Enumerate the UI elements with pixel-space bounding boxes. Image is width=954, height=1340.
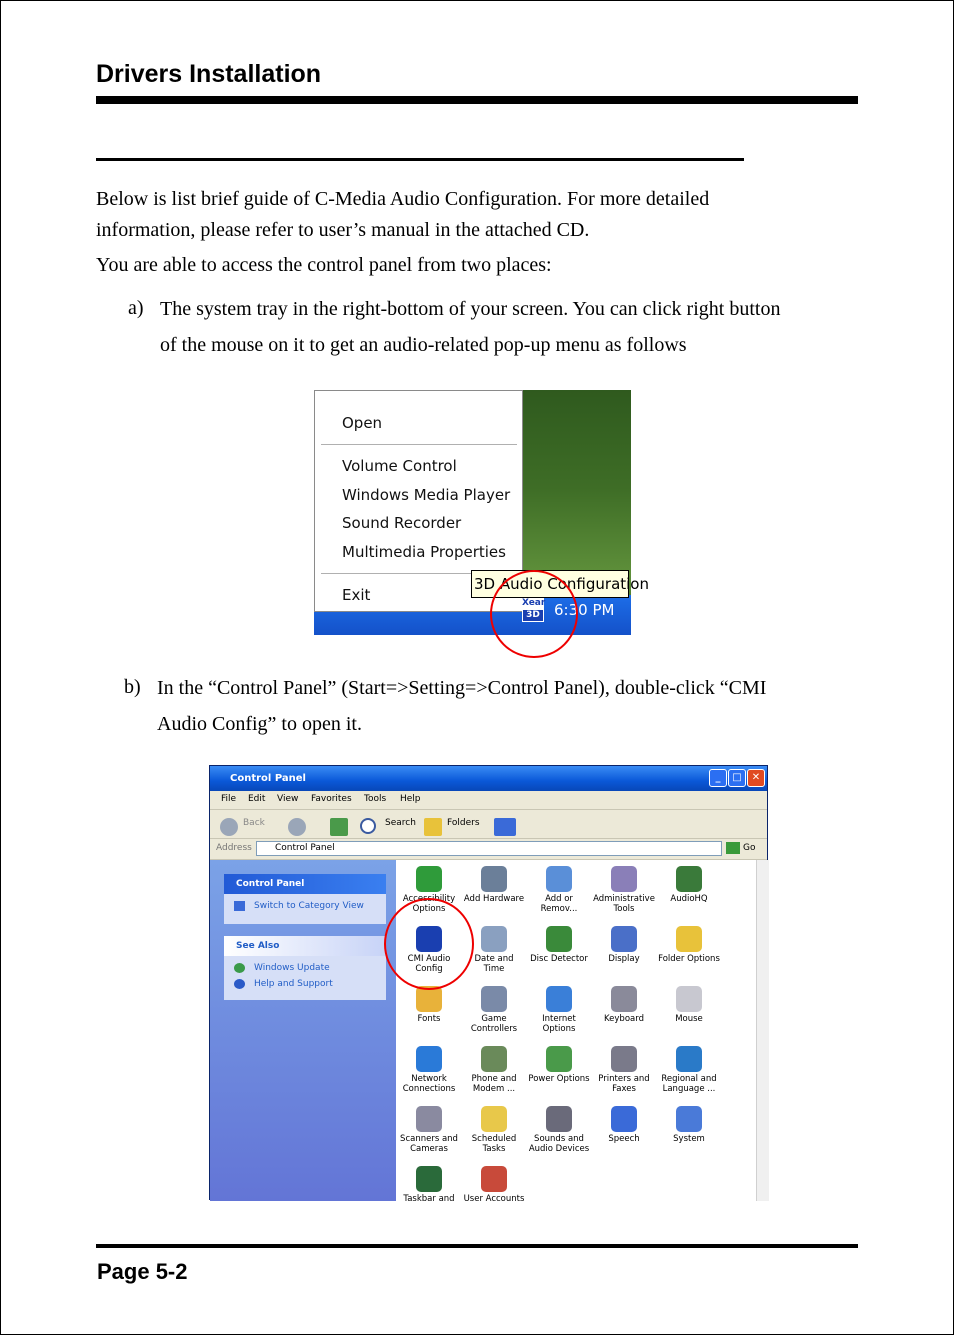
control-panel-item-label: User Accounts [463, 1194, 525, 1204]
control-panel-item[interactable] [528, 1106, 590, 1154]
control-panel-item-label: Folder Options [658, 954, 720, 964]
views-icon[interactable] [494, 818, 516, 836]
switch-category-label: Switch to Category View [254, 901, 364, 911]
menu-separator [321, 444, 517, 445]
control-panel-item-label: System [673, 1134, 705, 1144]
highlight-circle [384, 898, 474, 990]
control-panel-item-label: Taskbar and [403, 1194, 455, 1204]
control-panel-screenshot [209, 765, 768, 1204]
search-button[interactable]: Search [385, 818, 416, 828]
control-panel-item-label: Game Controllers [470, 1014, 518, 1034]
control-panel-item-label: Add Hardware [463, 894, 525, 904]
control-panel-item[interactable] [593, 1106, 655, 1144]
control-panel-item[interactable] [658, 986, 720, 1024]
control-panel-item-icon [546, 866, 572, 892]
control-panel-item-icon [676, 1106, 702, 1132]
control-panel-item-icon [416, 1166, 442, 1192]
control-panel-item-label: CMI Audio Config [407, 954, 451, 974]
control-panel-item-icon [416, 866, 442, 892]
address-bar [210, 839, 767, 860]
control-panel-item-label: Keyboard [604, 1014, 644, 1024]
menu-item-multimedia-properties[interactable]: Multimedia Properties [342, 543, 506, 561]
control-panel-item-icon [481, 1166, 507, 1192]
control-panel-item-icon [546, 1046, 572, 1072]
sub-rule [96, 158, 744, 161]
step-a-line-1: The system tray in the right-bottom of your screen. You can click right button [160, 298, 781, 320]
control-panel-item[interactable] [593, 866, 655, 914]
control-panel-item-label: Mouse [675, 1014, 703, 1024]
control-panel-item-label: Network Connections [402, 1074, 456, 1094]
go-arrow-icon[interactable] [726, 842, 740, 854]
control-panel-item[interactable] [593, 1046, 655, 1094]
control-panel-box [224, 874, 386, 924]
page-number: Page 5-2 [97, 1259, 188, 1284]
control-panel-item[interactable] [658, 866, 720, 904]
see-also-title[interactable]: See Also [224, 936, 386, 956]
control-panel-box-title[interactable]: Control Panel [224, 874, 386, 894]
toolbar [210, 810, 767, 839]
back-arrow-icon[interactable] [220, 818, 238, 836]
control-panel-item[interactable] [463, 1046, 525, 1094]
intro-line-3: You are able to access the control panel from two places: [96, 254, 552, 276]
control-panel-item-icon [546, 926, 572, 952]
folders-icon[interactable] [424, 818, 442, 836]
menu-bar [210, 791, 767, 810]
step-b-line-1: In the “Control Panel” (Start=>Setting=>Control Panel), double-click “CMI [157, 677, 767, 699]
control-panel-item-label: Accessibility Options [402, 894, 456, 914]
control-panel-item[interactable] [463, 1106, 525, 1154]
control-panel-item-icon [481, 986, 507, 1012]
close-button[interactable]: ✕ [747, 769, 765, 787]
control-panel-item-icon [611, 1106, 637, 1132]
menu-item-open[interactable]: Open [342, 414, 383, 432]
control-panel-item-label: Internet Options [542, 1014, 576, 1034]
control-panel-item[interactable] [658, 1106, 720, 1144]
maximize-button[interactable]: □ [728, 769, 746, 787]
up-folder-icon[interactable] [330, 818, 348, 836]
header-rule [96, 96, 858, 104]
control-panel-item-label: Scheduled Tasks [471, 1134, 517, 1154]
control-panel-item-icon [611, 1046, 637, 1072]
menu-view[interactable]: View [277, 794, 299, 804]
step-a-marker: a) [128, 297, 144, 319]
forward-arrow-icon[interactable] [288, 818, 306, 836]
control-panel-item-label: Date and Time [474, 954, 514, 974]
intro-line-2: information, please refer to user’s manual in the attached CD. [96, 219, 590, 241]
control-panel-item[interactable] [528, 986, 590, 1034]
control-panel-item-icon [481, 1046, 507, 1072]
minimize-button[interactable]: _ [709, 769, 727, 787]
control-panel-item-label: Add or Remov... [540, 894, 578, 914]
windows-update-label: Windows Update [254, 963, 330, 973]
windows-update-link[interactable] [224, 960, 386, 976]
step-b-line-2: Audio Config” to open it. [157, 713, 362, 735]
step-a-line-2: of the mouse on it to get an audio-related pop-up menu as follows [160, 334, 687, 356]
menu-file[interactable]: File [221, 794, 237, 804]
see-also-box [224, 936, 386, 1000]
xear-label: Xear [522, 598, 546, 608]
control-panel-item[interactable] [593, 926, 655, 964]
window-title: Control Panel [230, 773, 306, 784]
address-label: Address [216, 843, 252, 853]
section-title: Drivers Installation [96, 60, 322, 88]
back-button[interactable]: Back [243, 818, 265, 828]
control-panel-item-label: Disc Detector [530, 954, 588, 964]
control-panel-item[interactable] [398, 986, 460, 1024]
step-b-marker: b) [124, 676, 141, 698]
tray-menu-screenshot [314, 390, 649, 635]
control-panel-item-label: Fonts [417, 1014, 441, 1024]
control-panel-item[interactable] [528, 1046, 590, 1084]
task-pane [210, 860, 396, 1201]
control-panel-item-icon [611, 866, 637, 892]
help-icon [234, 979, 245, 989]
control-panel-item[interactable] [463, 866, 525, 904]
footer-rule [96, 1244, 858, 1248]
control-panel-item-label: Phone and Modem ... [471, 1074, 517, 1094]
search-icon[interactable] [360, 818, 376, 834]
tray-clock: 6:30 PM [554, 601, 615, 619]
control-panel-item-icon [611, 926, 637, 952]
control-panel-item-icon [481, 926, 507, 952]
control-panel-item-icon [676, 1046, 702, 1072]
switch-category-link[interactable] [224, 898, 386, 914]
windows-update-icon [234, 963, 245, 973]
control-panel-item-label: Regional and Language ... [661, 1074, 717, 1094]
control-panel-item-icon [611, 986, 637, 1012]
menu-item-media-player[interactable]: Windows Media Player [342, 486, 511, 504]
menu-help[interactable]: Help [400, 794, 421, 804]
control-panel-item[interactable] [463, 986, 525, 1034]
control-panel-item[interactable] [528, 926, 590, 964]
control-panel-item-label: Administrative Tools [593, 894, 655, 914]
highlight-circle [490, 570, 578, 658]
control-panel-item[interactable] [398, 1166, 460, 1204]
control-panel-item-label: Printers and Faxes [598, 1074, 650, 1094]
address-input[interactable] [256, 841, 722, 856]
control-panel-item-label: AudioHQ [670, 894, 708, 904]
menu-item-volume-control[interactable]: Volume Control [342, 457, 457, 475]
window-titlebar [210, 766, 767, 791]
menu-edit[interactable]: Edit [248, 794, 266, 804]
control-panel-item-icon [676, 866, 702, 892]
control-panel-item-icon [481, 1106, 507, 1132]
menu-item-sound-recorder[interactable]: Sound Recorder [342, 514, 462, 532]
control-panel-item-label: Sounds and Audio Devices [528, 1134, 590, 1154]
control-panel-item[interactable] [398, 1046, 460, 1094]
control-panel-item[interactable] [463, 1166, 525, 1204]
folders-button[interactable]: Folders [447, 818, 480, 828]
tray-tooltip: 3D Audio Configuration [471, 570, 629, 598]
control-panel-item-icon [546, 1106, 572, 1132]
address-value: Control Panel [275, 843, 335, 853]
control-panel-item-icon [676, 986, 702, 1012]
3d-label: 3D [522, 609, 544, 622]
menu-tools[interactable]: Tools [364, 794, 387, 804]
switch-view-icon [234, 901, 245, 911]
control-panel-item-label: Power Options [528, 1074, 590, 1084]
vertical-scrollbar[interactable] [756, 860, 769, 1201]
control-panel-item-icon [546, 986, 572, 1012]
control-panel-item[interactable] [593, 986, 655, 1024]
menu-item-exit[interactable]: Exit [342, 586, 371, 604]
control-panel-item-icon [481, 866, 507, 892]
help-support-label: Help and Support [254, 979, 333, 989]
control-panel-item-icon [416, 1106, 442, 1132]
control-panel-item[interactable] [528, 866, 590, 914]
control-panel-item-icon [416, 1046, 442, 1072]
control-panel-item-label: Speech [608, 1134, 640, 1144]
go-button[interactable]: Go [743, 843, 756, 853]
intro-line-1: Below is list brief guide of C-Media Audio Configuration. For more detailed [96, 188, 710, 210]
control-panel-item-label: Scanners and Cameras [400, 1134, 458, 1154]
control-panel-item-icon [676, 926, 702, 952]
help-support-link[interactable] [224, 976, 386, 992]
control-panel-item[interactable] [658, 926, 720, 964]
control-panel-item-label: Display [608, 954, 640, 964]
control-panel-item[interactable] [398, 1106, 460, 1154]
control-panel-item[interactable] [658, 1046, 720, 1094]
menu-favorites[interactable]: Favorites [311, 794, 352, 804]
